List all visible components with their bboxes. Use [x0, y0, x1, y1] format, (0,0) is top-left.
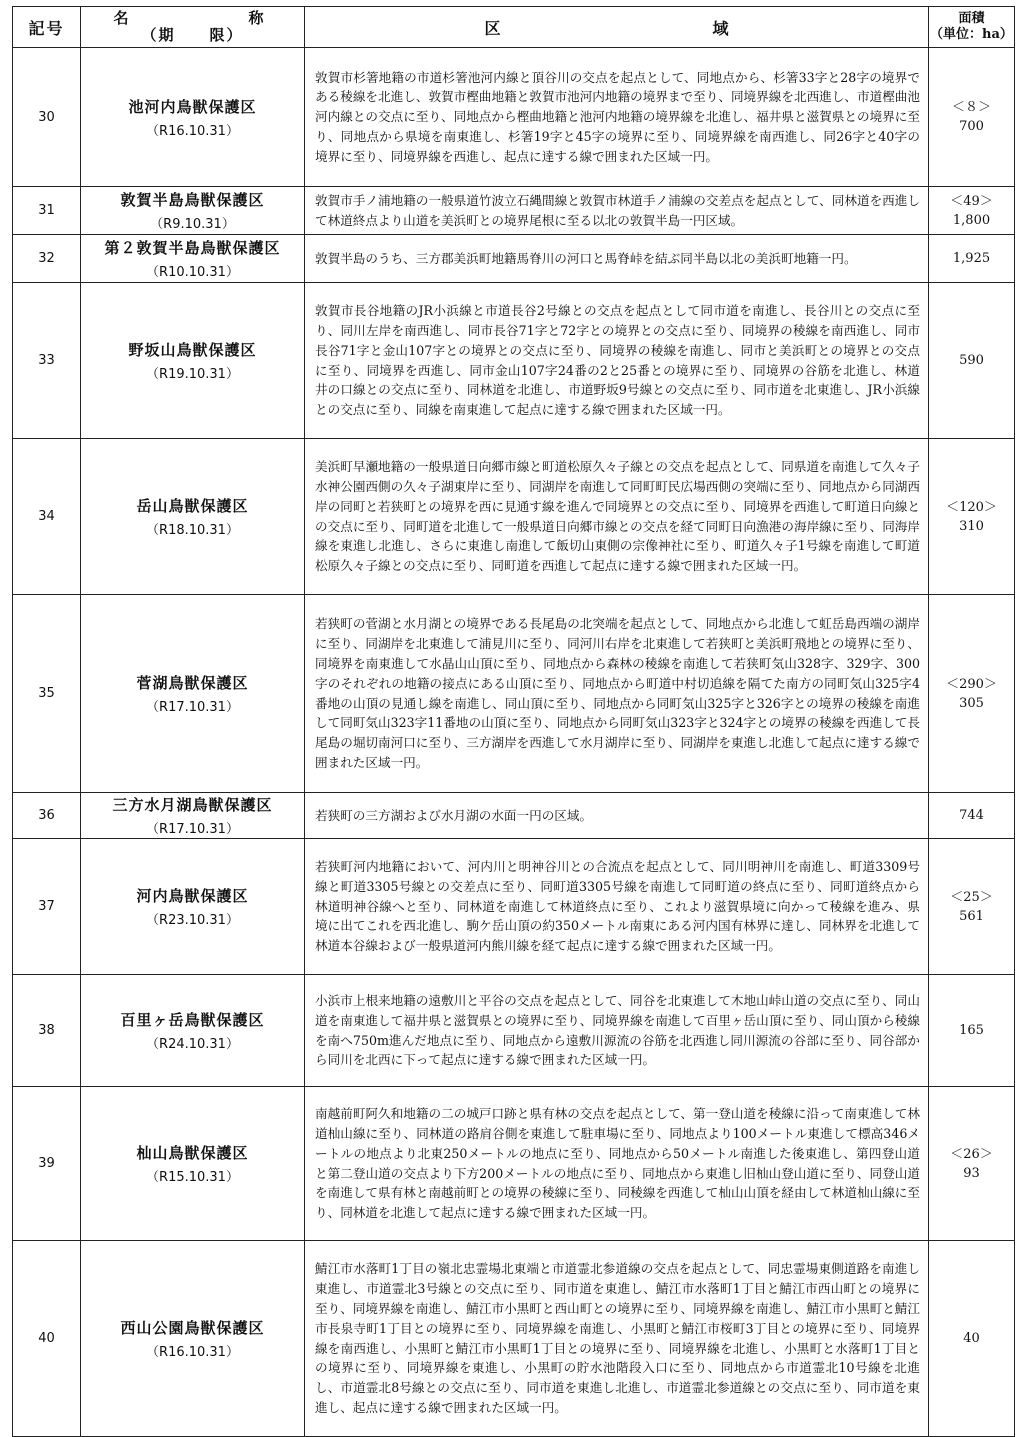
row-size-cell: [929, 1241, 1015, 1437]
row-period: （R9.10.31）: [150, 217, 235, 232]
row-period: （R17.10.31）: [146, 700, 239, 715]
header-area: 区 域: [305, 7, 929, 48]
row-area: 鯖江市水落町1丁目の嶺北忠霊場北東端と市道霊北参道線の交点を起点として、同忠霊場東側道路を南進し東進し、市道霊北3号線との交点に至り、同市道を東進し、鯖江市水落町1丁目と鯖江市西山町との境界に至り、同境界線を南進し、鯖江市小黒町と西山町との境界に至り、同境界線を南進し、鯖江市小黒町と鯖江市長泉寺町1丁目との境界に至り、同境界線を南進し、小黒町と鯖江市桜町3丁目との境界に至り、同境界線を南西進し、小黒町と鯖江市小黒町1丁目との境界に至り、同境界線を北進し、小黒町と水落町1丁目との境界に至り、同境界線を東進し、小黒町の貯水池階段入口に至り、同地点から市道霊北10号線を北進し、市道霊北8号線との交点に至り、同市道を東進し北進し、市道霊北参道線との交点に至り、同市道を東進し、起点に達する線で囲まれた区域一円。: [305, 1241, 929, 1437]
header-period-label: （期 限）: [141, 26, 244, 44]
header-name: [81, 7, 305, 48]
row-area: 南越前町阿久和地籍の二の城戸口跡と県有林の交点を起点として、第一登山道を稜線に沿って南東進して林道杣山線に至り、同林道の路肩谷側を東進して駐車場に至り、同地点より100メートル東進して標高346メートルの地点より北東250メートルの地点に至り、同地点から50メートル南進した後東進し、第四登山道と第二登山道の交点より下方200メートルの地点に至り、同地点から東進し旧杣山登山道に至り、同登山道を南進して県有林と南越前町との境界の稜線に至り、同稜線を西進して杣山山頂を経由して林道杣山線に至り、同林道を北進して起点に達する線で囲まれた区域一円。: [305, 1087, 929, 1241]
row-name: 岳山鳥獣保護区: [136, 497, 249, 515]
row-size-cell: [929, 235, 1015, 283]
table-row: [13, 975, 1015, 1087]
row-period: （R16.10.31）: [146, 123, 239, 139]
row-code: 36: [13, 793, 81, 839]
row-size-cell: [929, 1087, 1015, 1241]
row-period: （R19.10.31）: [146, 367, 239, 382]
row-period: （R24.10.31）: [146, 1037, 239, 1052]
row-area: 小浜市上根来地籍の遠敷川と平谷の交点を起点として、同谷を北東進して木地山峠山道の交点に至り、同山道を南東進して福井県と滋賀県との境界に至り、同境界線を南進して百里ヶ岳山頂に至り、同山頂から稜線を南へ750m進んだ地点に至り、同地点から遠敷川源流の谷筋を北西進し同川源流の谷部に至り、同谷部から同川を北西に下って起点に達する線で囲まれた区域一円。: [305, 975, 929, 1087]
row-period: （R18.10.31）: [146, 523, 239, 538]
row-name-cell: [81, 235, 305, 283]
row-code: 31: [13, 187, 81, 235]
table-row: [13, 48, 1015, 187]
row-name: 西山公園鳥獣保護区: [120, 1319, 265, 1337]
row-area: 敦賀市手ノ浦地籍の一般県道竹波立石縄間線と敦賀市林道手ノ浦線の交差点を起点として、同林道を西進して林道終点より山道を美浜町との境界尾根に至る以北の敦賀半島一円区域。: [305, 187, 929, 235]
row-name-cell: [81, 839, 305, 975]
row-total-area: 310: [959, 518, 984, 534]
header-size: [929, 7, 1015, 48]
table-row: [13, 793, 1015, 839]
row-area: 敦賀市長谷地籍のJR小浜線と市道長谷2号線との交点を起点として同市道を南進し、長谷川との交点に至り、同川左岸を南西進し、同市長谷71字と72字との境界との交点に至り、同境界の稜線を南西進し、同市長谷71字と金山107字との境界との交点に至り、同境界の稜線を南進し、同市と美浜町との境界との交点に至り、同境界を西進し、同市金山107字24番の2と25番との境界に至り、同境界の谷筋を北進し、林道井の口線との交点に至り、同林道を北進し、市道野坂9号線との交点に至り、同市道を北東進し、JR小浜線との交点に至り、同線を南東進して起点に達する線で囲まれた区域一円。: [305, 283, 929, 439]
row-name: 菅湖鳥獣保護区: [136, 674, 249, 692]
header-size-label: 面積: [958, 11, 985, 26]
row-name: 野坂山鳥獣保護区: [128, 341, 257, 359]
row-name: 敦賀半島鳥獣保護区: [120, 191, 265, 209]
row-size-cell: [929, 975, 1015, 1087]
row-area: 美浜町早瀬地籍の一般県道日向郷市線と町道松原久々子線との交点を起点として、同県道を南進して久々子水神公園西側の久々子湖東岸に至り、同湖岸を南進して同町町民広場西側の突端に至り、同地点から同湖西岸の同町と若狭町との境界を西に見通す線を進んで同境界との交点に至り、同境界を西進して町道日向線との交点に至り、同町道を北進して一般県道日向郷市線との交点を経て同町日向漁港の海岸線に至り、同海岸線を東進し北進し、さらに東進し南進して飯切山東側の宗像神社に至り、町道久々子1号線を南進して町道松原久々子線との交点に至り、同町道を西進して起点に達する線で囲まれた区域一円。: [305, 439, 929, 595]
row-area: 敦賀市杉箸地籍の市道杉箸池河内線と頂谷川の交点を起点として、同地点から、杉箸33字と28字の境界である稜線を北進し、敦賀市樫曲地籍と敦賀市池河内地籍の境界まで至り、同境界線を北西進し、市道樫曲池河内線との交点に至り、同地点から樫曲地籍と池河内地籍の境界線を北進し、福井県と滋賀県との境界に至り、同地点から県境を南東進し、杉箸19字と45字の境界に至り、同境界線を南西進し、同26字と40字の境界に至り、同境界線を西進し、起点に達する線で囲まれた区域一円。: [305, 48, 929, 187]
protection-area-table: [12, 6, 1015, 1437]
row-name-cell: [81, 595, 305, 793]
row-name-cell: [81, 48, 305, 187]
row-size-cell: [929, 283, 1015, 439]
row-special-area: ＜290＞: [946, 676, 997, 692]
row-special-area: ＜８＞: [951, 100, 991, 115]
row-name: 河内鳥獣保護区: [136, 887, 249, 905]
row-period: （R10.10.31）: [146, 265, 239, 280]
table-row: [13, 595, 1015, 793]
row-special-area: ＜120＞: [946, 499, 997, 515]
row-total-area: 590: [959, 353, 984, 368]
row-area: 若狭町の菅湖と水月湖との境界である長尾島の北突端を起点として、同地点から北進して虹岳島西端の湖岸に至り、同湖岸を北東進して浦見川に至り、同河川右岸を北東進して若狭町と美浜町飛地との境界に至り、同境界を南東進して水晶山山頂に至り、同地点から森林の稜線を南進して若狭町気山328字、329字、300字のそれぞれの地籍の接点にある山頂に至り、同地点から町道中村切追線を隔てた南方の同町気山325字4番地の山頂の見通し線を南進し、同山頂に至り、同地点から同町気山325字と326字との境界の稜線を南進して同町気山323字11番地の山頂に至り、同地点から同町気山323字と324字との境界の稜線を西進して長尾島の堀切南河口に至り、三方湖岸を西進して水月湖岸に至り、同湖岸を東進し北進して起点に達する線で囲まれた区域一円。: [305, 595, 929, 793]
row-size-cell: [929, 187, 1015, 235]
header-size-unit: （単位：ha）: [930, 27, 1013, 42]
row-special-area: ＜26＞: [950, 1146, 993, 1162]
row-name-cell: [81, 187, 305, 235]
row-special-area: ＜25＞: [950, 889, 993, 905]
row-code: 30: [13, 48, 81, 187]
table-row: [13, 235, 1015, 283]
row-size-cell: [929, 439, 1015, 595]
row-code: 39: [13, 1087, 81, 1241]
row-code: 35: [13, 595, 81, 793]
row-size-cell: [929, 48, 1015, 187]
row-code: 33: [13, 283, 81, 439]
row-name: 池河内鳥獣保護区: [128, 97, 257, 116]
row-area: 敦賀半島のうち、三方郡美浜町地籍馬脊川の河口と馬脊峠を結ぶ同半島以北の美浜町地籍一円。: [305, 235, 929, 283]
table-row: [13, 283, 1015, 439]
header-code: 記号: [13, 7, 81, 48]
row-code: 32: [13, 235, 81, 283]
table-row: [13, 187, 1015, 235]
row-total-area: 305: [959, 695, 984, 711]
row-code: 37: [13, 839, 81, 975]
header-row: [13, 7, 1015, 48]
row-name-cell: [81, 1241, 305, 1437]
row-area: 若狭町の三方湖および水月湖の水面一円の区域。: [305, 793, 929, 839]
row-total-area: 93: [963, 1165, 980, 1181]
row-name-cell: [81, 283, 305, 439]
row-total-area: 1,800: [952, 212, 991, 228]
row-name: 三方水月湖鳥獣保護区: [112, 796, 273, 814]
table-row: [13, 1241, 1015, 1437]
row-name-cell: [81, 793, 305, 839]
row-name: 第２敦賀半島鳥獣保護区: [104, 239, 281, 257]
row-total-area: 744: [959, 808, 984, 823]
row-name-cell: [81, 1087, 305, 1241]
row-size-cell: [929, 793, 1015, 839]
row-size-cell: [929, 839, 1015, 975]
row-total-area: 165: [959, 1023, 984, 1038]
table-row: [13, 439, 1015, 595]
row-name-cell: [81, 975, 305, 1087]
header-name-label: 名 称: [113, 9, 294, 27]
row-period: （R16.10.31）: [146, 1345, 239, 1360]
row-area: 若狭町河内地籍において、河内川と明神谷川との合流点を起点として、同川明神川を南進し、町道3309号線と町道3305号線との交差点に至り、同町道3305号線を南進して同町道の終点に至り、同町道終点から林道明神谷線へと至り、同林道を南進して林道終点に至り、これより滋賀県境に向かって稜線を進み、県境に出てこれを西北進し、駒ケ岳山頂の約350メートル南東にある河内国有林界に達し、同林界を北進して林道本谷線および一般県道河内熊川線を経て起点に達する線で囲まれた区域一円。: [305, 839, 929, 975]
row-code: 40: [13, 1241, 81, 1437]
row-total-area: 700: [959, 119, 984, 134]
row-special-area: ＜49＞: [950, 193, 993, 209]
row-total-area: 561: [959, 908, 984, 924]
row-name: 杣山鳥獣保護区: [136, 1144, 249, 1162]
row-total-area: 40: [963, 1331, 980, 1346]
table-row: [13, 839, 1015, 975]
row-code: 38: [13, 975, 81, 1087]
row-name-cell: [81, 439, 305, 595]
row-period: （R23.10.31）: [146, 913, 239, 928]
row-size-cell: [929, 595, 1015, 793]
row-period: （R15.10.31）: [146, 1170, 239, 1185]
row-code: 34: [13, 439, 81, 595]
table-row: [13, 1087, 1015, 1241]
row-period: （R17.10.31）: [146, 822, 239, 837]
row-total-area: 1,925: [952, 251, 991, 266]
row-name: 百里ヶ岳鳥獣保護区: [120, 1011, 265, 1029]
